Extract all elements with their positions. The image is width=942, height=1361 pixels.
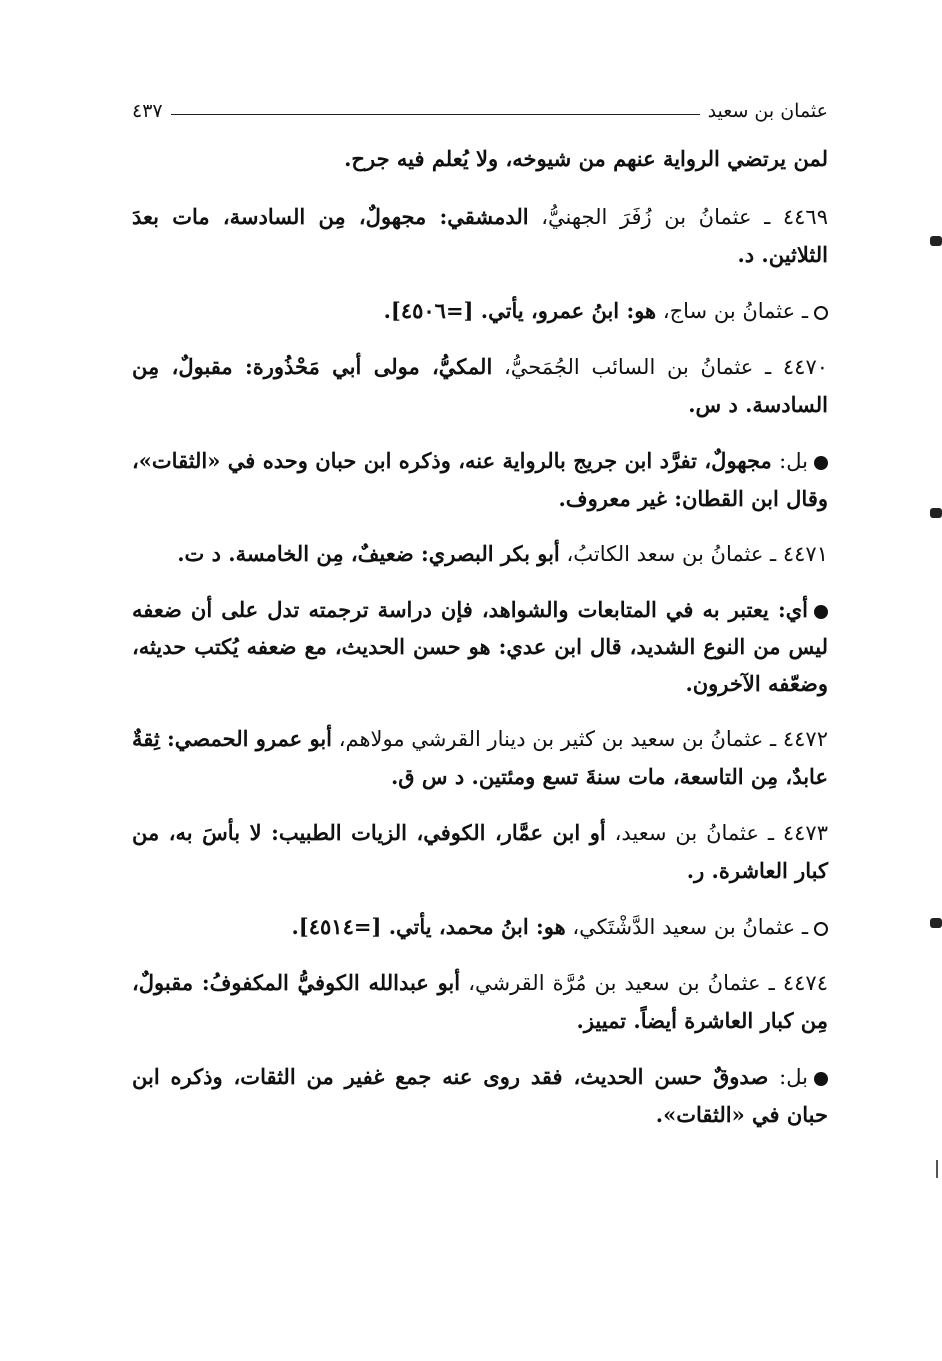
commentary-lead: بل: — [779, 1065, 808, 1089]
entry-number: ٤٤٧٠ ـ — [765, 355, 829, 379]
filled-bullet-icon — [814, 1072, 828, 1086]
entry-name: عثمانُ بن السائب الجُمَحيُّ، — [503, 355, 754, 379]
hollow-circle-icon — [814, 306, 828, 320]
commentary-text: صدوقٌ حسن الحديث، فقد روى عنه جمع غفير من الثقات، وذكره ابن حبان في «الثقات». — [132, 1064, 828, 1127]
entry-name: عثمانُ بن سعيد بن كثير بن دينار القرشي مولاهم، — [338, 727, 764, 751]
margin-mark — [930, 918, 942, 928]
commentary-paragraph — [132, 442, 828, 517]
entry-4469 — [132, 198, 828, 274]
entry-number: ٤٤٧٢ ـ — [770, 727, 828, 751]
entry-number: ٤٤٧١ ـ — [770, 542, 828, 566]
entry-name: عثمانُ بن سعيد، — [614, 821, 759, 845]
entry-4470 — [132, 348, 828, 424]
entry-description: المكيُّ، مولى أبي مَحْذُورة: مقبولٌ، مِن السادسة. د س. — [132, 354, 828, 417]
entry-name: ـ عثمانُ بن ساج، — [662, 299, 808, 323]
entry-description: أبو عمرو الحمصي: ثِقةٌ عابدٌ، مِن التاسعة، مات سنةَ تسع ومئتين. د س ق. — [132, 726, 828, 789]
entry-description: الدمشقي: مجهولٌ، مِن السادسة، مات بعدَ الثلاثين. د. — [132, 204, 828, 267]
margin-mark — [930, 236, 942, 246]
cross-reference-entry — [132, 908, 828, 946]
entry-4472 — [132, 720, 828, 796]
header-rule — [171, 114, 700, 115]
entry-name: عثمانُ بن سعيد بن مُرَّة القرشي، — [468, 971, 761, 995]
commentary-paragraph — [132, 1058, 828, 1133]
entry-description: أبو عبدالله الكوفيُّ المكفوفُ: مقبولٌ، مِن كبار العاشرة أيضاً. تمييز. — [132, 970, 828, 1033]
continuation-paragraph — [132, 140, 828, 178]
margin-mark — [930, 508, 942, 518]
filled-bullet-icon — [814, 456, 828, 470]
commentary-text: يعتبر به في المتابعات والشواهد، فإن دراسة ترجمته تدل على أن ضعفه ليس من النوع الشديد، قال ابن عدي: هو حسن الحديث، مع ضعفه يُكتب حديثه، وضعّفه الآخرون. — [132, 597, 828, 696]
running-header — [132, 96, 828, 126]
cross-reference-entry — [132, 292, 828, 330]
paragraph-text: لمن يرتضي الرواية عنهم من شيوخه، ولا يُعلم فيه جرح. — [344, 146, 828, 171]
commentary-lead: بل: — [779, 449, 808, 473]
entry-4474 — [132, 964, 828, 1040]
entry-number: ٤٤٧٤ ـ — [768, 971, 828, 995]
entry-name: عثمانُ بن زُفَرَ الجهنيُّ، — [541, 205, 752, 229]
hollow-circle-icon — [814, 922, 828, 936]
entry-description: هو: ابنُ محمد، يأتي. [=٤٥١٤]. — [291, 914, 566, 939]
body-text — [132, 140, 828, 1151]
entry-description: أبو بكر البصري: ضعيفٌ، مِن الخامسة. د ت. — [177, 541, 560, 566]
scan-artifact — [936, 1160, 938, 1178]
book-page — [132, 0, 828, 1361]
filled-bullet-icon — [814, 605, 828, 619]
header-title: عثمان بن سعيد — [707, 100, 828, 122]
entry-name: عثمانُ بن سعد الكاتبُ، — [566, 542, 764, 566]
entry-description: أو ابن عمَّار، الكوفي، الزيات الطبيب: لا بأسَ به، من كبار العاشرة. ر. — [132, 820, 828, 883]
commentary-lead: أي: — [777, 597, 809, 622]
entry-4473 — [132, 814, 828, 890]
commentary-paragraph — [132, 591, 828, 702]
entry-description: هو: ابنُ عمرو، يأتي. [=٤٥٠٦]. — [383, 298, 657, 323]
commentary-text: مجهولٌ، تفرَّد ابن جريج بالرواية عنه، وذكره ابن حبان وحده في «الثقات»، وقال ابن القطان: غير معروف. — [132, 448, 828, 511]
entry-name: ـ عثمانُ بن سعيد الدَّشْتَكي، — [572, 915, 808, 939]
page-number: ٤٣٧ — [132, 100, 163, 122]
entry-number: ٤٤٦٩ ـ — [764, 205, 828, 229]
entry-number: ٤٤٧٣ ـ — [767, 821, 828, 845]
entry-4471 — [132, 535, 828, 573]
